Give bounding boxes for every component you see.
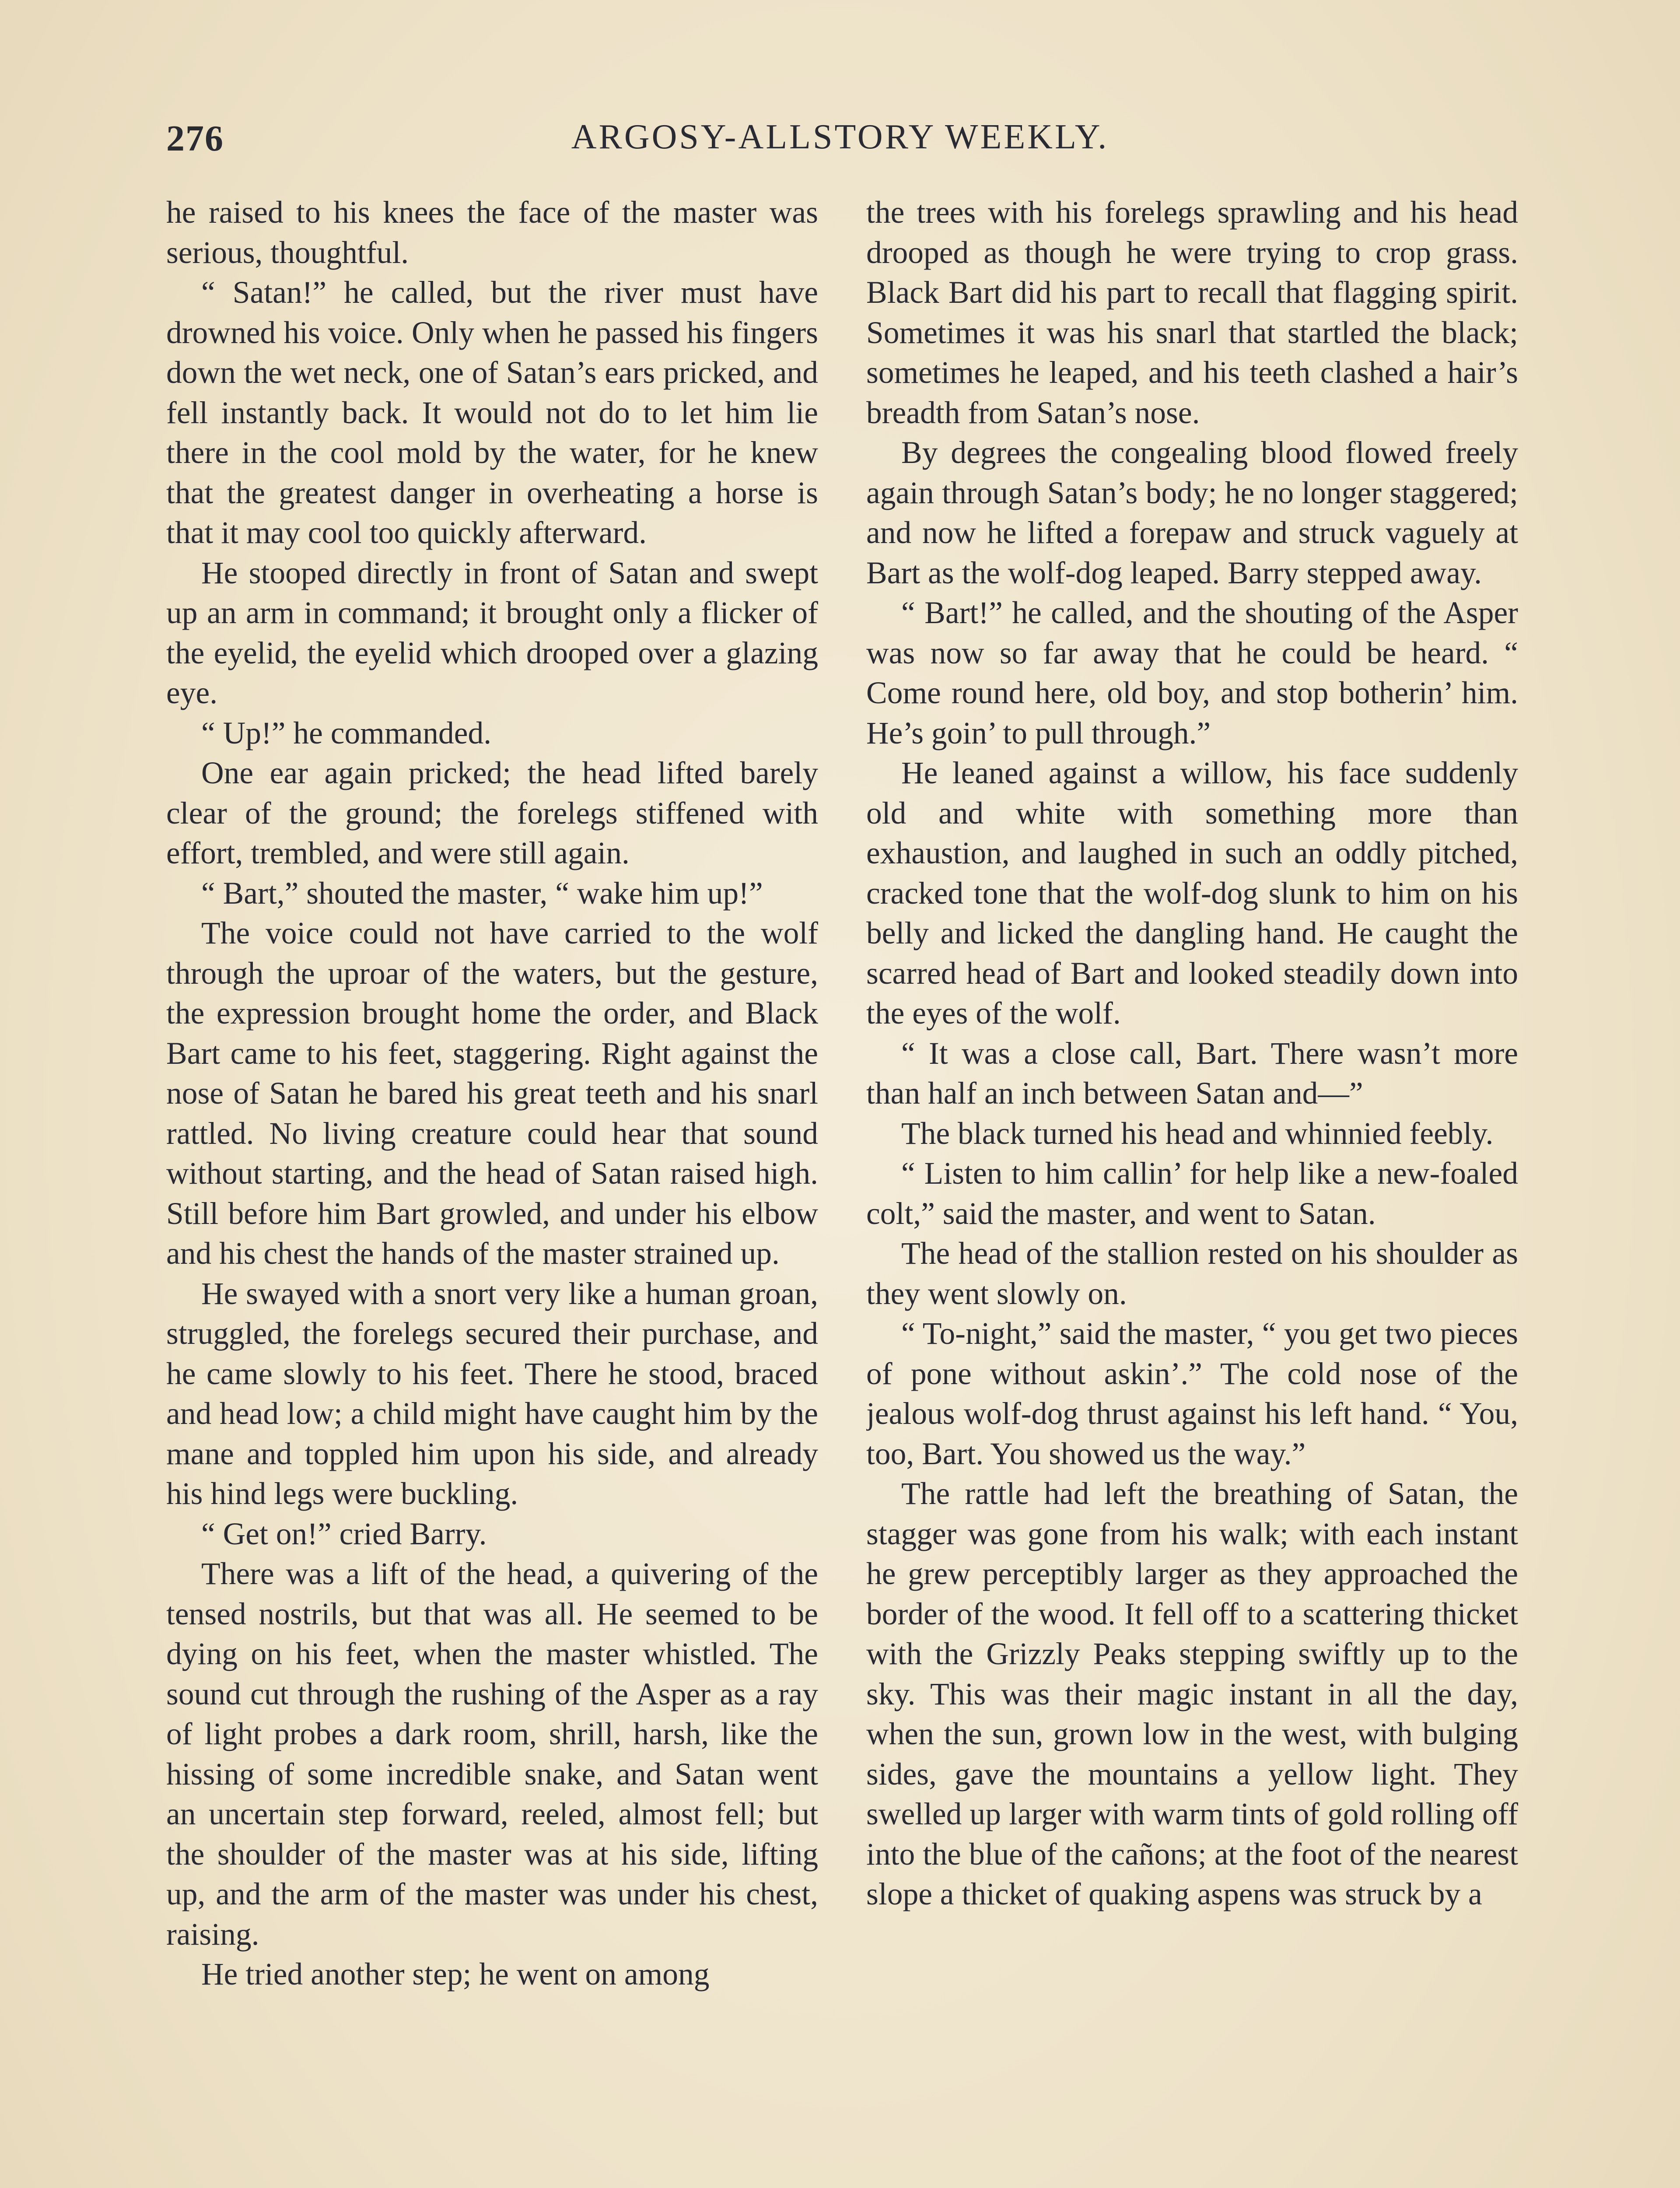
paragraph: The rattle had left the breathing of Satan, the stagger was gone from his walk; with each instant he grew perceptibly larger as they approached the border of the wood. It fell off to a scattering thicket with the Grizzly Peaks stepping swiftly up to the sky. This was their magic instant in all the day, when the sun, grown low in the west, with bulging sides, gave the mountains a yellow light. They swelled up larger with warm tints of gold rolling off into the blue of the cañons; at the foot of the nearest slope a thicket of quaking aspens was struck by a <box>866 1476 1518 1911</box>
text-columns <box>166 193 1518 2188</box>
paragraph: The head of the stallion rested on his shoulder as they went slowly on. <box>866 1236 1518 1311</box>
paragraph: “ It was a close call, Bart. There wasn’t more than half an inch between Satan and—” <box>866 1036 1518 1111</box>
paragraph: One ear again pricked; the head lifted barely clear of the ground; the forelegs stiffened with effort, trembled, and were still again. <box>166 756 818 870</box>
paragraph: “ Get on!” cried Barry. <box>201 1516 487 1551</box>
paragraph: He stooped directly in front of Satan and swept up an arm in command; it brought only a flicker of the eyelid, the eyelid which drooped over a glazing eye. <box>166 555 818 710</box>
running-head: ARGOSY-ALLSTORY WEEKLY. <box>571 118 1109 156</box>
paragraph: he raised to his knees the face of the master was serious, thoughtful. <box>166 195 818 270</box>
paragraph: the trees with his forelegs sprawling and his head drooped as though he were trying to crop grass. Black Bart did his part to recall that flagging spirit. Sometimes it was his snarl that startled the black; sometimes he leaped, and his teeth clashed a hair’s breadth from Satan’s nose. <box>866 195 1518 430</box>
right-column <box>866 193 1518 2188</box>
paragraph: “ Satan!” he called, but the river must have drowned his voice. Only when he passed his fingers down the wet neck, one of Satan’s ears pricked, and fell instantly back. It would not do to let him lie there in the cool mold by the water, for he knew that the greatest danger in overheating a horse is that it may cool too quickly afterward. <box>166 275 818 550</box>
page-header <box>166 117 1514 165</box>
paragraph: He tried another step; he went on among <box>201 1957 710 1992</box>
paragraph: “ Bart,” shouted the master, “ wake him up!” <box>201 876 763 911</box>
paragraph: “ Listen to him callin’ for help like a new-foaled colt,” said the master, and went to Satan. <box>866 1156 1518 1231</box>
paragraph: The black turned his head and whinnied feebly. <box>901 1116 1494 1151</box>
paragraph: He leaned against a willow, his face suddenly old and white with something more than exhaustion, and laughed in such an oddly pitched, cracked tone that the wolf-dog slunk to him on his belly and licked the dangling hand. He caught the scarred head of Bart and looked steadily down into the eyes of the wolf. <box>866 756 1518 1031</box>
paragraph: By degrees the congealing blood flowed freely again through Satan’s body; he no longer staggered; and now he lifted a forepaw and struck vaguely at Bart as the wolf-dog leaped. Barry stepped away. <box>866 435 1518 590</box>
paragraph: He swayed with a snort very like a human groan, struggled, the forelegs secured their purchase, and he came slowly to his feet. There he stood, braced and head low; a child might have caught him by the mane and toppled him upon his side, and already his hind legs were buckling. <box>166 1276 818 1511</box>
paragraph: “ Up!” he commanded. <box>201 715 492 750</box>
left-column <box>166 193 818 2188</box>
page-number: 276 <box>166 118 224 159</box>
paragraph: “ Bart!” he called, and the shouting of the Asper was now so far away that he could be heard. “ Come round here, old boy, and stop botherin’ him. He’s goin’ to pull through.” <box>866 596 1518 750</box>
paragraph: There was a lift of the head, a quivering of the tensed nostrils, but that was all. He seemed to be dying on his feet, when the master whistled. The sound cut through the rushing of the Asper as a ray of light probes a dark room, shrill, harsh, like the hissing of some incredible snake, and Satan went an uncertain step forward, reeled, almost fell; but the shoulder of the master was at his side, lifting up, and the arm of the master was under his chest, raising. <box>166 1557 818 1952</box>
paragraph: The voice could not have carried to the wolf through the uproar of the waters, but the gesture, the expression brought home the order, and Black Bart came to his feet, staggering. Right against the nose of Satan he bared his great teeth and his snarl rattled. No living creature could hear that sound without starting, and the head of Satan raised high. Still before him Bart growled, and under his elbow and his chest the hands of the master strained up. <box>166 916 818 1271</box>
paragraph: “ To-night,” said the master, “ you get two pieces of pone without askin’.” The cold nose of the jealous wolf-dog thrust against his left hand. “ You, too, Bart. You showed us the way.” <box>866 1316 1518 1471</box>
